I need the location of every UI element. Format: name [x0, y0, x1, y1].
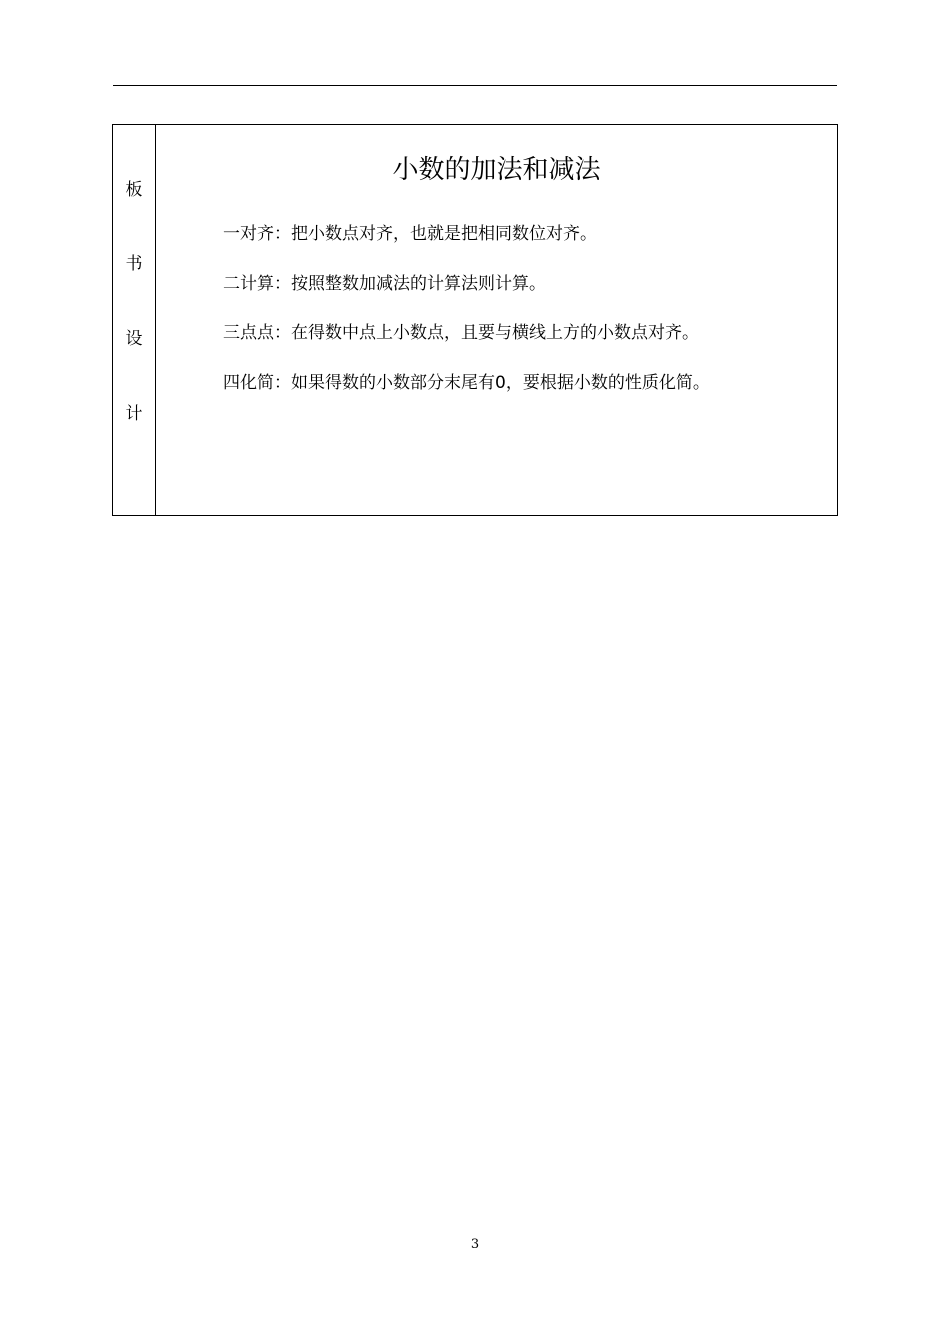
rule-line-point: 三点点：在得数中点上小数点，且要与横线上方的小数点对齐。 — [223, 323, 699, 343]
side-label-char: 书 — [125, 254, 143, 274]
rule-line-compute: 二计算：按照整数加减法的计算法则计算。 — [223, 274, 546, 294]
side-label-column — [113, 125, 156, 515]
rule-line-align: 一对齐：把小数点对齐，也就是把相同数位对齐。 — [223, 224, 597, 244]
board-design-table — [112, 124, 838, 516]
rule-line-simplify: 四化简：如果得数的小数部分末尾有0，要根据小数的性质化简。 — [223, 373, 710, 393]
side-label-char: 设 — [125, 329, 143, 349]
board-title: 小数的加法和减法 — [392, 155, 601, 185]
side-label-char: 板 — [125, 180, 143, 200]
page-number: 3 — [470, 1237, 480, 1252]
board-content — [156, 125, 837, 515]
side-label-char: 计 — [125, 404, 143, 424]
header-rule — [113, 85, 837, 86]
